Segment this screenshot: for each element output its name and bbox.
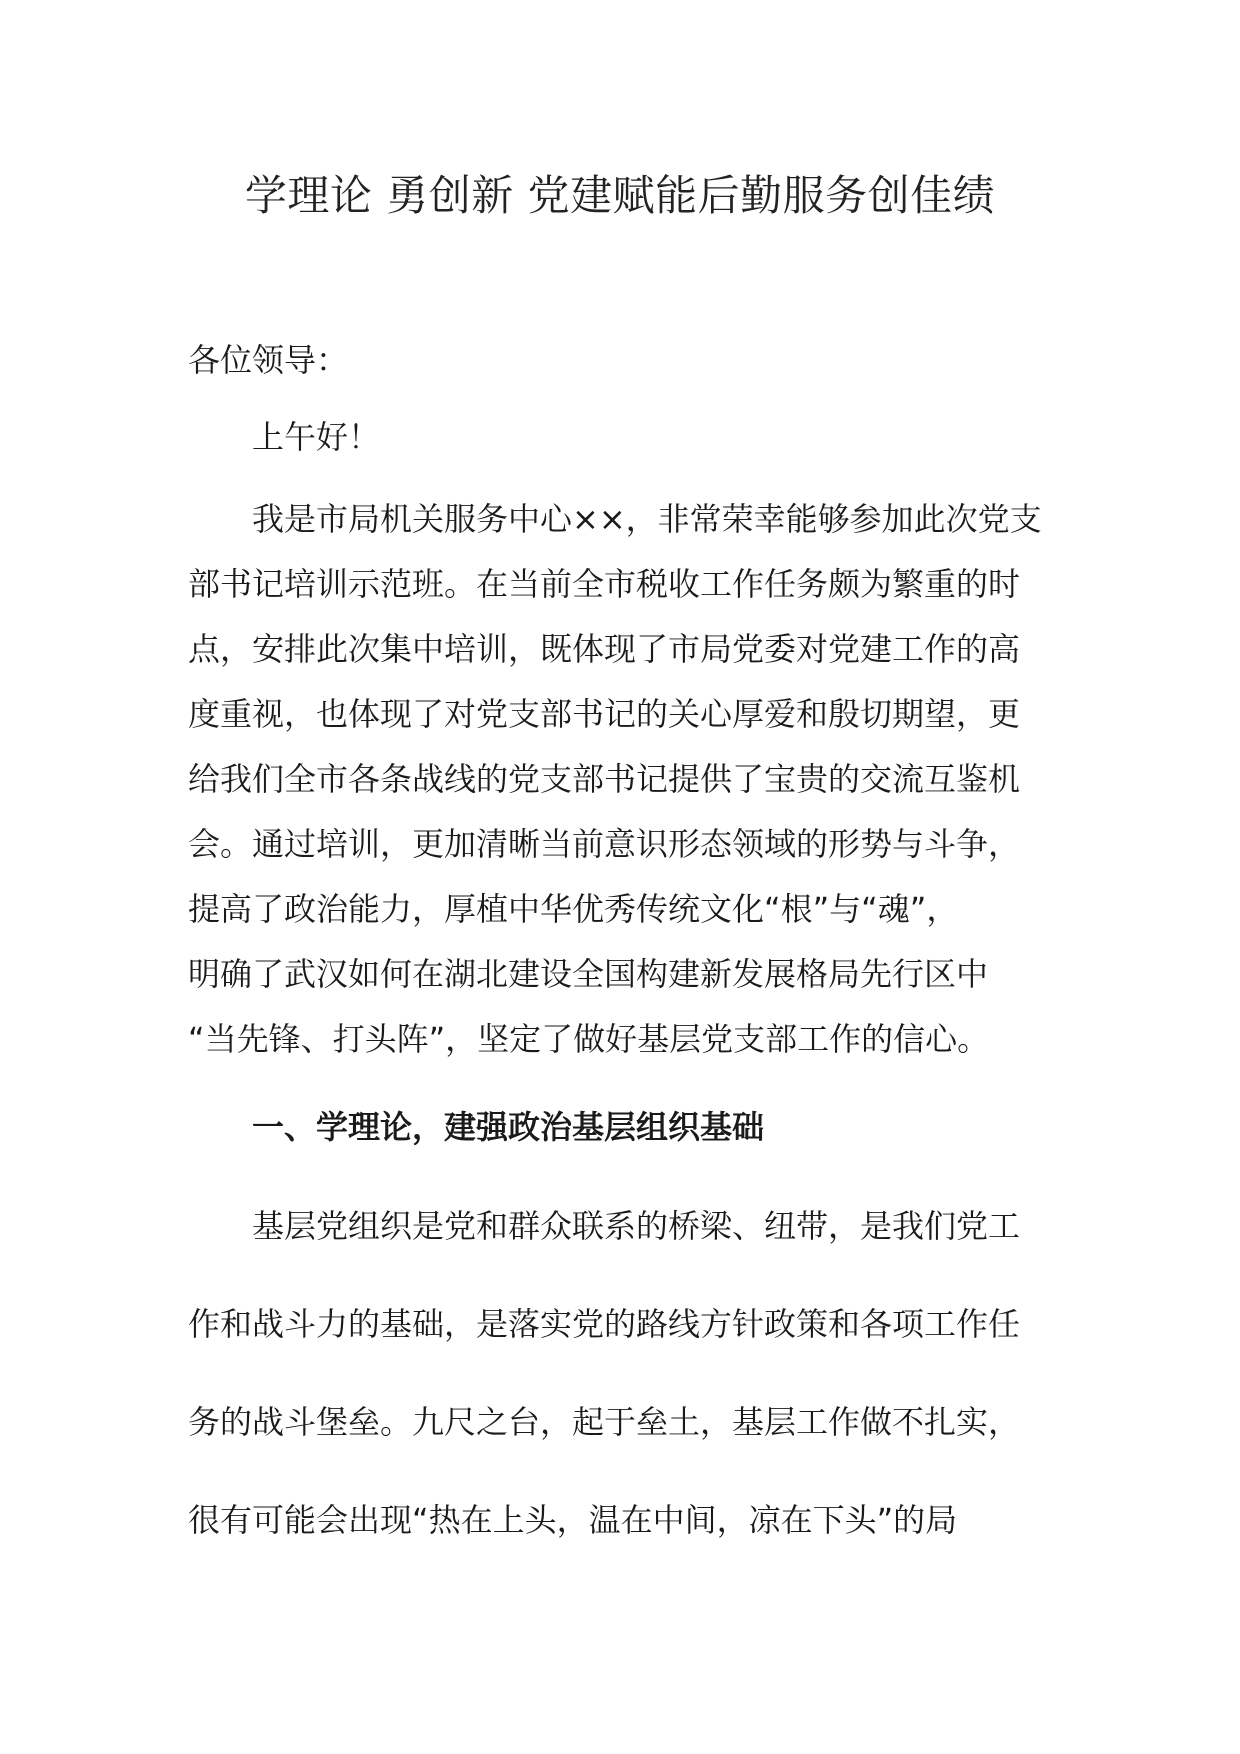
intro-line: 明确了武汉如何在湖北建设全国构建新发展格局先行区中 bbox=[188, 955, 989, 993]
intro-line: 部书记培训示范班。在当前全市税收工作任务颇为繁重的时 bbox=[188, 565, 1021, 603]
document-title: 学理论 勇创新 党建赋能后勤服务创佳绩 bbox=[244, 171, 996, 220]
section-line: 基层党组织是党和群众联系的桥梁、纽带，是我们党工 bbox=[252, 1207, 1021, 1245]
intro-line: 度重视，也体现了对党支部书记的关心厚爱和殷切期望，更 bbox=[188, 695, 1021, 733]
greeting: 上午好！ bbox=[252, 418, 381, 456]
intro-line: 点，安排此次集中培训，既体现了市局党委对党建工作的高 bbox=[188, 630, 1021, 668]
salutation: 各位领导： bbox=[188, 341, 349, 379]
section-line: 务的战斗堡垒。九尺之台，起于垒土，基层工作做不扎实， bbox=[188, 1403, 1021, 1441]
section-heading: 一、学理论，建强政治基层组织基础 bbox=[252, 1108, 765, 1146]
intro-line: 我是市局机关服务中心××，非常荣幸能够参加此次党支 bbox=[252, 500, 1042, 538]
intro-line: “当先锋、打头阵”，坚定了做好基层党支部工作的信心。 bbox=[188, 1020, 990, 1058]
intro-line: 提高了政治能力，厚植中华优秀传统文化“根”与“魂”， bbox=[188, 890, 959, 928]
intro-line: 会。通过培训，更加清晰当前意识形态领域的形势与斗争， bbox=[188, 825, 1021, 863]
intro-line: 给我们全市各条战线的党支部书记提供了宝贵的交流互鉴机 bbox=[188, 760, 1021, 798]
section-line: 很有可能会出现“热在上头，温在中间，凉在下头”的局 bbox=[188, 1501, 958, 1539]
section-line: 作和战斗力的基础，是落实党的路线方针政策和各项工作任 bbox=[188, 1305, 1021, 1343]
